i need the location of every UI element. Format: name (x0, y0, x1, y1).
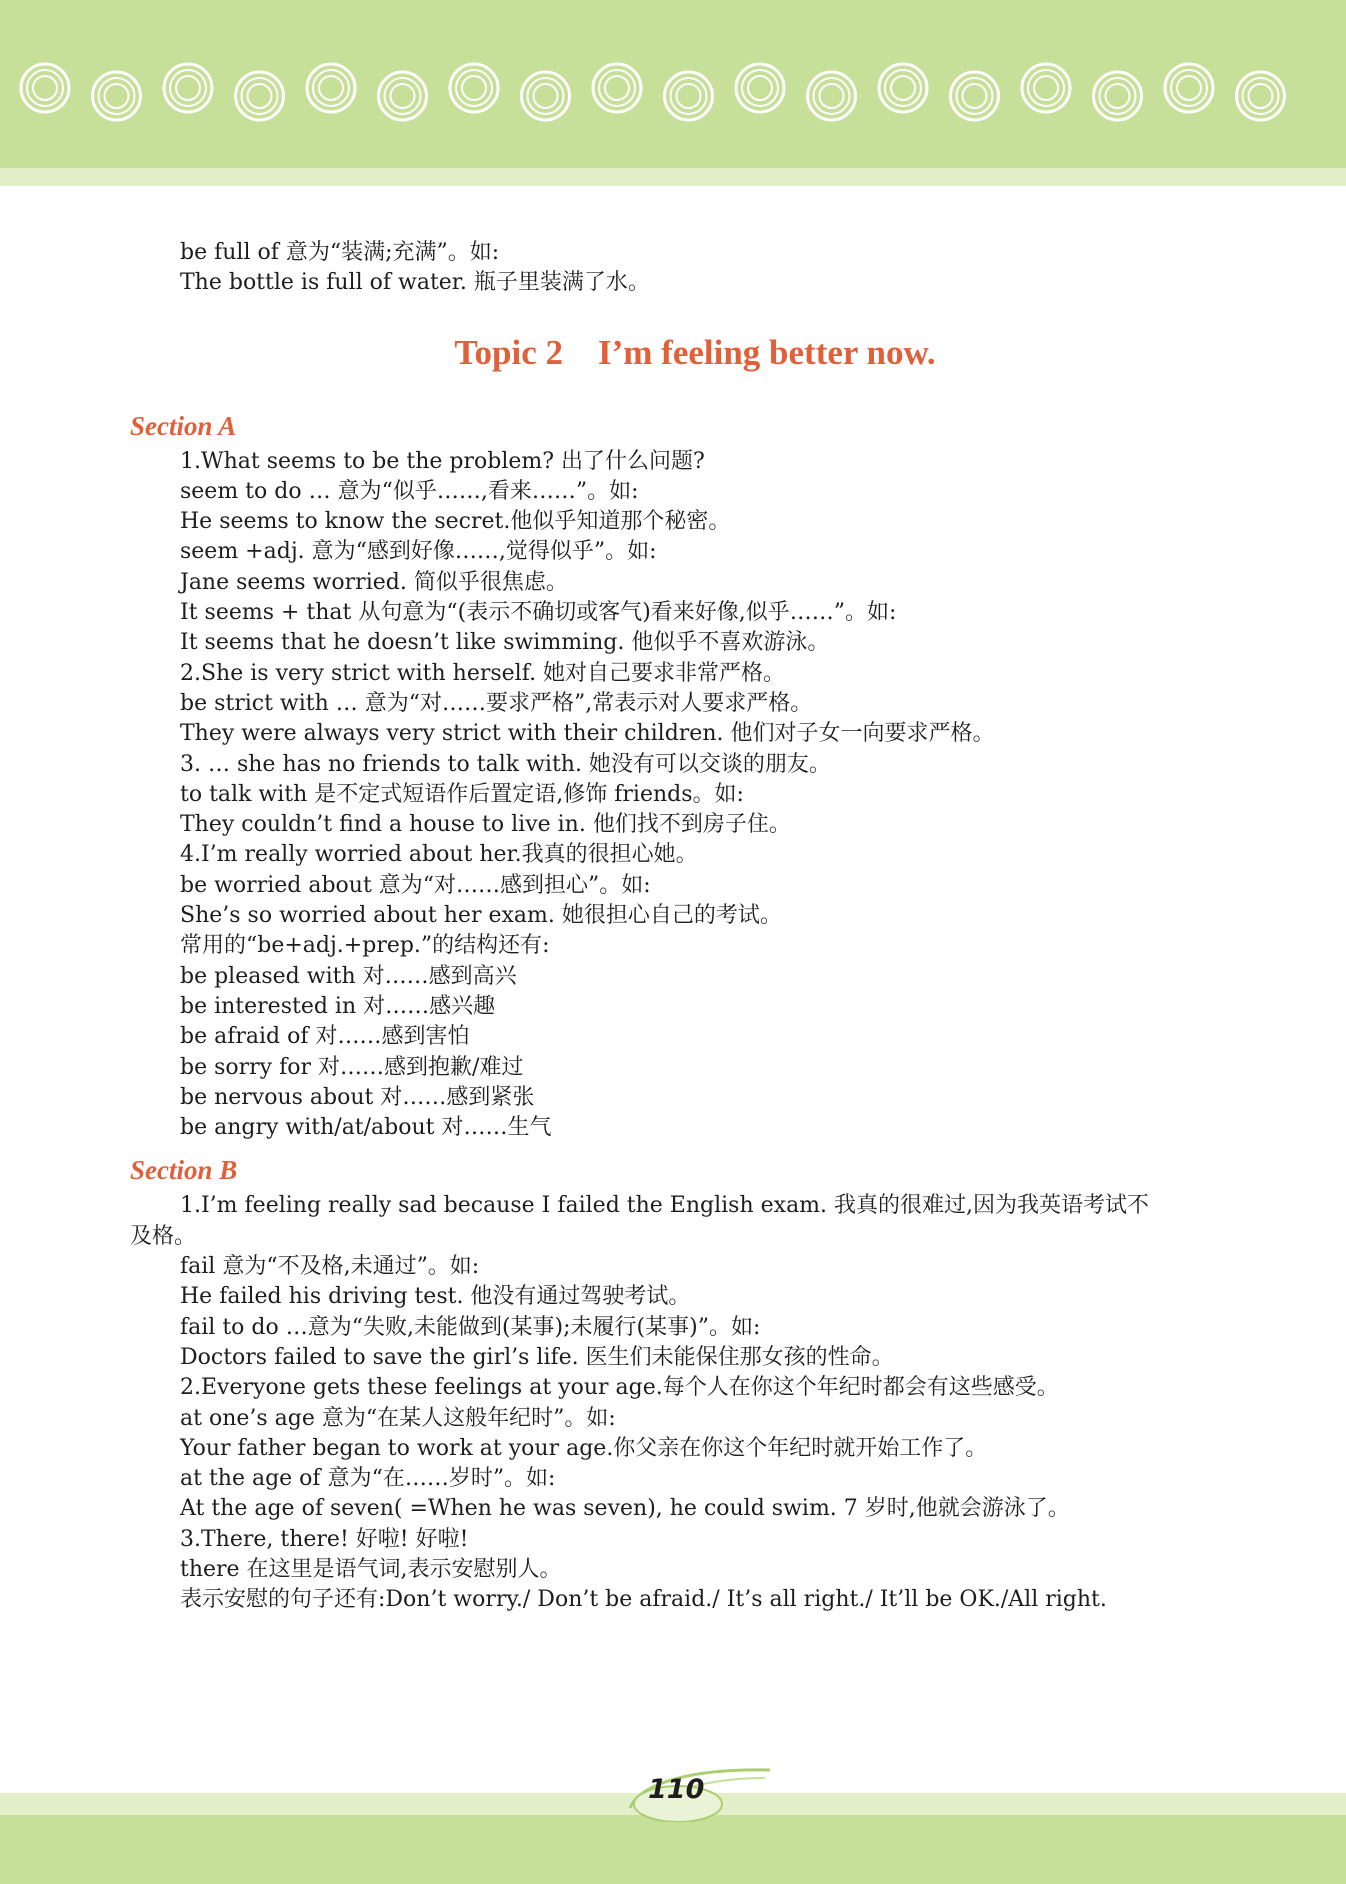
section-b-line: Doctors failed to save the girl’s life. 医生们未能保住那女孩的性命。 (180, 1344, 894, 1370)
section-a-line: She’s so worried about her exam. 她很担心自己的考试。 (180, 903, 782, 929)
section-a-line: be afraid of 对……感到害怕 (180, 1024, 470, 1050)
ring-icon (879, 64, 927, 112)
section-b-line: at the age of 意为“在……岁时”。如: (180, 1466, 556, 1492)
section-b-line: 3.There, there! 好啦! 好啦! (180, 1526, 469, 1552)
header-strip (0, 168, 1346, 186)
ring-icon (522, 72, 570, 120)
section-b-line: 2.Everyone gets these feelings at your age.每个人在你这个年纪时都会有这些感受。 (180, 1375, 1059, 1401)
section-b-line: fail to do …意为“失败,未能做到(某事);未履行(某事)”。如: (180, 1314, 761, 1340)
ring-icon (379, 72, 427, 120)
ring-icon (951, 72, 999, 120)
section-a-line: be pleased with 对……感到高兴 (180, 963, 517, 989)
section-b-body (130, 1252, 1220, 1616)
section-a-body (130, 447, 1220, 1144)
header-ring-decoration (0, 0, 1346, 168)
page-number-badge (620, 1762, 780, 1822)
ring-icon (1094, 72, 1142, 120)
section-a-line: They were always very strict with their children. 他们对子女一向要求严格。 (180, 721, 995, 747)
ring-icon (236, 72, 284, 120)
ring-icon (736, 64, 784, 112)
section-a-line: Jane seems worried. 简似乎很焦虑。 (180, 569, 568, 595)
section-a-line: It seems that he doesn’t like swimming. 他似乎不喜欢游泳。 (180, 630, 830, 656)
section-a-line: He seems to know the secret.他似乎知道那个秘密。 (180, 509, 731, 535)
page-content (130, 238, 1220, 1616)
ring-icon (1165, 64, 1213, 112)
section-a-line: It seems + that 从句意为“(表示不确切或客气)看来好像,似乎……”。如: (180, 600, 897, 626)
section-a-line: be strict with … 意为“对……要求严格”,常表示对人要求严格。 (180, 690, 813, 716)
section-a-line: be angry with/at/about 对……生气 (180, 1115, 552, 1141)
section-b-line: there 在这里是语气词,表示安慰别人。 (180, 1556, 562, 1582)
section-a-line: 3. … she has no friends to talk with. 她没有可以交谈的朋友。 (180, 751, 831, 777)
section-a-line: be interested in 对……感兴趣 (180, 993, 496, 1019)
section-a-heading: Section A (130, 410, 237, 441)
section-b-line: At the age of seven( =When he was seven), he could swim. 7 岁时,他就会游泳了。 (180, 1496, 1070, 1522)
section-a-line: 4.I’m really worried about her.我真的很担心她。 (180, 842, 698, 868)
section-a-line: 常用的“be+adj.+prep.”的结构还有: (180, 933, 550, 959)
page-number: 110 (648, 1774, 705, 1805)
section-a-line: be sorry for 对……感到抱歉/难过 (180, 1054, 524, 1080)
section-a-line: seem to do … 意为“似乎……,看来……”。如: (180, 478, 639, 504)
section-b-line: fail 意为“不及格,未通过”。如: (180, 1254, 480, 1280)
ring-icon (665, 72, 713, 120)
section-a-line: They couldn’t find a house to live in. 他们找不到房子住。 (180, 812, 791, 838)
section-b-line: Your father began to work at your age.你父亲在你这个年纪时就开始工作了。 (180, 1435, 988, 1461)
ring-icon (307, 64, 355, 112)
ring-icon (808, 72, 856, 120)
section-a-line: 2.She is very strict with herself. 她对自己要求非常严格。 (180, 660, 786, 686)
section-a-line: be worried about 意为“对……感到担心”。如: (180, 872, 651, 898)
section-b-line-continuation: 及格。 (130, 1223, 197, 1249)
section-b-heading: Section B (130, 1155, 238, 1186)
section-a-line: be nervous about 对……感到紧张 (180, 1084, 535, 1110)
section-a-line: seem +adj. 意为“感到好像……,觉得似乎”。如: (180, 539, 657, 565)
ring-icon (93, 72, 141, 120)
ring-icon (593, 64, 641, 112)
ring-icon (1022, 64, 1070, 112)
section-a-line: 1.What seems to be the problem? 出了什么问题? (180, 448, 705, 474)
topic-title: Topic 2 I’m feeling better now. (454, 332, 936, 372)
section-b-line: He failed his driving test. 他没有通过驾驶考试。 (180, 1284, 691, 1310)
ring-icon (164, 64, 212, 112)
ring-icon (450, 64, 498, 112)
ring-icon (1237, 72, 1285, 120)
ring-icon (21, 64, 69, 112)
section-b-line: 1.I’m feeling really sad because I failed the English exam. 我真的很难过,因为我英语考试不 (180, 1193, 1150, 1219)
intro-line: The bottle is full of water. 瓶子里装满了水。 (180, 270, 650, 296)
section-b-line: at one’s age 意为“在某人这般年纪时”。如: (180, 1405, 616, 1431)
intro-line: be full of 意为“装满;充满”。如: (180, 240, 500, 265)
section-b-line: 表示安慰的句子还有:Don’t worry./ Don’t be afraid./ It’s all right./ It’ll be OK./All right. (180, 1587, 1107, 1613)
section-a-line: to talk with 是不定式短语作后置定语,修饰 friends。如: (180, 781, 744, 807)
